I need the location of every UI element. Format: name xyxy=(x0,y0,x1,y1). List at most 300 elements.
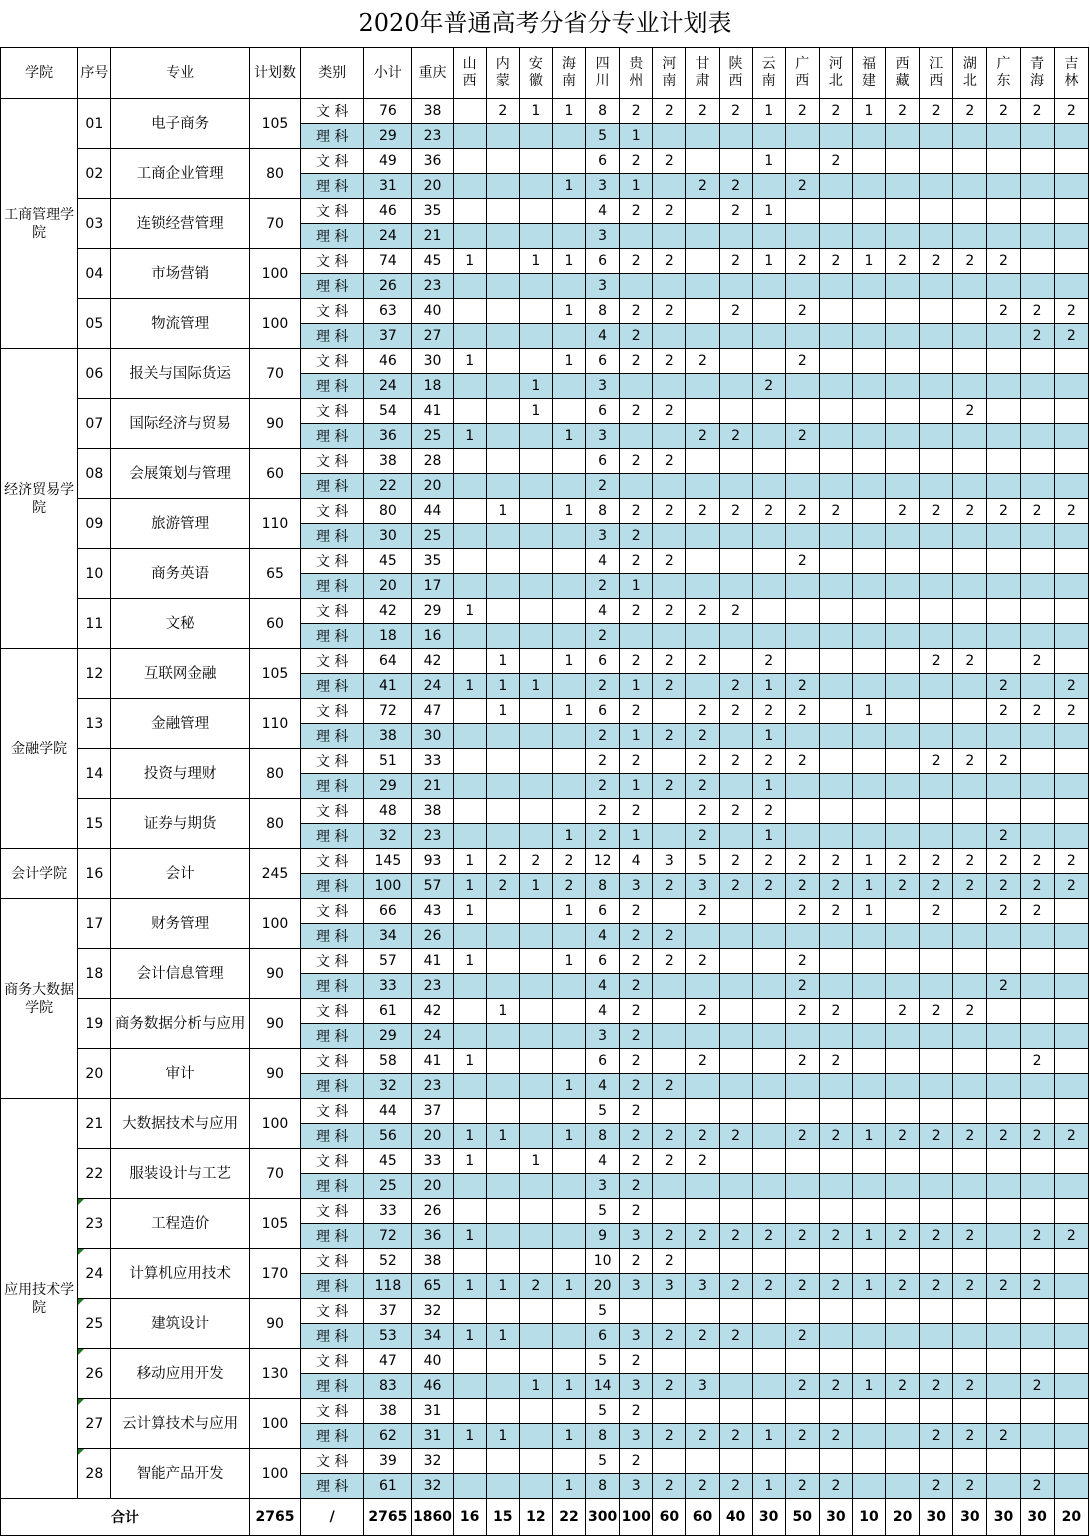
major-name: 证券与期货 xyxy=(111,799,250,849)
quota-cell xyxy=(987,1199,1020,1224)
quota-cell xyxy=(453,1474,486,1499)
quota-cell: 3 xyxy=(653,849,686,874)
quota-cell: 20 xyxy=(412,474,453,499)
quota-cell xyxy=(752,574,785,599)
quota-cell xyxy=(852,799,885,824)
quota-cell: 2 xyxy=(620,1049,653,1074)
quota-cell: 2 xyxy=(920,749,953,774)
quota-cell: 42 xyxy=(412,649,453,674)
quota-cell: 2 xyxy=(752,874,785,899)
quota-cell xyxy=(719,824,752,849)
quota-cell xyxy=(1054,1099,1088,1124)
quota-cell xyxy=(453,974,486,999)
quota-cell: 2 xyxy=(719,749,752,774)
quota-cell xyxy=(719,524,752,549)
quota-cell xyxy=(453,1349,486,1374)
quota-cell xyxy=(886,799,920,824)
quota-cell xyxy=(752,1049,785,1074)
quota-cell xyxy=(852,624,885,649)
quota-cell: 2 xyxy=(1020,324,1054,349)
quota-cell: 2 xyxy=(686,349,719,374)
table-row xyxy=(1,449,1089,474)
quota-cell xyxy=(453,399,486,424)
quota-cell xyxy=(653,374,686,399)
quota-cell xyxy=(719,399,752,424)
quota-cell: 1 xyxy=(852,874,885,899)
quota-cell xyxy=(886,149,920,174)
quota-cell: 3 xyxy=(620,1274,653,1299)
quota-cell: 5 xyxy=(586,1099,620,1124)
quota-cell xyxy=(453,299,486,324)
quota-cell: 2 xyxy=(1020,299,1054,324)
quota-cell: 2 xyxy=(653,1249,686,1274)
quota-cell: 2 xyxy=(953,1474,987,1499)
quota-cell xyxy=(953,1049,987,1074)
quota-cell: 2 xyxy=(620,1399,653,1424)
quota-cell xyxy=(987,149,1020,174)
quota-cell xyxy=(785,1199,819,1224)
quota-cell xyxy=(886,199,920,224)
quota-cell xyxy=(819,1399,852,1424)
quota-cell xyxy=(852,149,885,174)
quota-cell xyxy=(886,274,920,299)
quota-cell: 2 xyxy=(953,399,987,424)
quota-cell: 1 xyxy=(486,674,519,699)
quota-cell: 45 xyxy=(412,249,453,274)
quota-cell xyxy=(953,149,987,174)
quota-cell xyxy=(552,399,585,424)
quota-cell: 4 xyxy=(586,199,620,224)
quota-cell: 2 xyxy=(719,1324,752,1349)
quota-cell xyxy=(486,1249,519,1274)
quota-cell xyxy=(519,1424,552,1449)
quota-cell xyxy=(453,1249,486,1274)
quota-cell: 2 xyxy=(1020,849,1054,874)
quota-cell xyxy=(920,599,953,624)
quota-cell: 28 xyxy=(412,449,453,474)
quota-cell xyxy=(1020,249,1054,274)
quota-cell xyxy=(819,1024,852,1049)
quota-cell xyxy=(953,1449,987,1474)
quota-cell xyxy=(987,724,1020,749)
quota-cell xyxy=(953,1324,987,1349)
quota-cell xyxy=(486,1049,519,1074)
quota-cell: 2 xyxy=(653,1374,686,1399)
quota-cell xyxy=(987,1349,1020,1374)
quota-cell xyxy=(953,1099,987,1124)
quota-cell xyxy=(719,1299,752,1324)
quota-cell: 2 xyxy=(785,99,819,124)
subtotal-cell: 37 xyxy=(364,324,412,349)
quota-cell xyxy=(453,324,486,349)
quota-cell: 2 xyxy=(686,1124,719,1149)
total-value: 20 xyxy=(1054,1499,1088,1536)
quota-cell xyxy=(1020,574,1054,599)
quota-cell: 5 xyxy=(586,1199,620,1224)
quota-cell: 40 xyxy=(412,299,453,324)
quota-cell: 3 xyxy=(686,1374,719,1399)
quota-cell: 2 xyxy=(686,424,719,449)
category-arts: 文 科 xyxy=(301,599,364,624)
quota-cell xyxy=(719,374,752,399)
quota-cell: 2 xyxy=(886,874,920,899)
major-plan-count: 80 xyxy=(249,749,300,799)
quota-cell: 2 xyxy=(586,474,620,499)
total-value: 300 xyxy=(586,1499,620,1536)
quota-cell xyxy=(987,1049,1020,1074)
quota-cell xyxy=(519,424,552,449)
quota-cell: 2 xyxy=(886,1124,920,1149)
quota-cell: 2 xyxy=(987,1424,1020,1449)
quota-cell xyxy=(886,1074,920,1099)
quota-cell xyxy=(453,224,486,249)
subtotal-cell: 22 xyxy=(364,474,412,499)
quota-cell: 1 xyxy=(453,1224,486,1249)
quota-cell xyxy=(653,574,686,599)
quota-cell xyxy=(486,599,519,624)
subtotal-cell: 83 xyxy=(364,1374,412,1399)
category-science: 理 科 xyxy=(301,1074,364,1099)
quota-cell: 4 xyxy=(586,599,620,624)
quota-cell xyxy=(785,649,819,674)
quota-cell xyxy=(486,274,519,299)
quota-cell xyxy=(752,1249,785,1274)
quota-cell xyxy=(1020,674,1054,699)
quota-cell xyxy=(886,124,920,149)
subtotal-cell: 118 xyxy=(364,1274,412,1299)
quota-cell xyxy=(653,1399,686,1424)
quota-cell xyxy=(1054,174,1088,199)
quota-cell: 1 xyxy=(752,199,785,224)
quota-cell: 41 xyxy=(412,949,453,974)
quota-cell xyxy=(1054,1399,1088,1424)
quota-cell: 16 xyxy=(412,624,453,649)
quota-cell xyxy=(886,1199,920,1224)
quota-cell xyxy=(519,1249,552,1274)
quota-cell: 2 xyxy=(653,399,686,424)
quota-cell: 2 xyxy=(752,849,785,874)
quota-cell: 2 xyxy=(653,649,686,674)
quota-cell xyxy=(953,724,987,749)
quota-cell: 2 xyxy=(819,849,852,874)
quota-cell: 1 xyxy=(752,674,785,699)
quota-cell: 2 xyxy=(752,749,785,774)
quota-cell xyxy=(785,399,819,424)
quota-cell xyxy=(852,649,885,674)
quota-cell: 2 xyxy=(953,1374,987,1399)
quota-cell xyxy=(852,1474,885,1499)
quota-cell xyxy=(686,1449,719,1474)
quota-cell xyxy=(686,249,719,274)
quota-cell xyxy=(920,524,953,549)
quota-cell xyxy=(819,1074,852,1099)
quota-cell: 12 xyxy=(586,849,620,874)
major-seq: 21 xyxy=(78,1099,111,1149)
quota-cell xyxy=(886,599,920,624)
quota-cell: 8 xyxy=(586,1124,620,1149)
quota-cell xyxy=(686,1199,719,1224)
quota-cell: 2 xyxy=(785,249,819,274)
quota-cell xyxy=(752,324,785,349)
quota-cell xyxy=(953,1199,987,1224)
quota-cell xyxy=(552,324,585,349)
quota-cell xyxy=(1054,624,1088,649)
quota-cell xyxy=(886,449,920,474)
quota-cell xyxy=(453,374,486,399)
quota-cell xyxy=(519,199,552,224)
quota-cell xyxy=(552,199,585,224)
quota-cell: 2 xyxy=(785,1324,819,1349)
quota-cell: 35 xyxy=(412,549,453,574)
quota-cell xyxy=(1020,224,1054,249)
quota-cell: 1 xyxy=(453,1274,486,1299)
quota-cell xyxy=(1020,199,1054,224)
quota-cell: 8 xyxy=(586,1424,620,1449)
quota-cell xyxy=(686,374,719,399)
quota-cell xyxy=(886,374,920,399)
quota-cell xyxy=(453,124,486,149)
total-category: / xyxy=(301,1499,364,1536)
quota-cell xyxy=(486,1474,519,1499)
quota-cell: 4 xyxy=(586,1149,620,1174)
quota-cell xyxy=(886,624,920,649)
quota-cell: 4 xyxy=(620,849,653,874)
quota-cell: 2 xyxy=(620,99,653,124)
category-science: 理 科 xyxy=(301,874,364,899)
quota-cell: 3 xyxy=(586,524,620,549)
quota-cell xyxy=(719,1149,752,1174)
quota-cell: 3 xyxy=(586,174,620,199)
quota-cell xyxy=(953,1299,987,1324)
quota-cell xyxy=(1020,774,1054,799)
quota-cell xyxy=(987,1249,1020,1274)
quota-cell: 2 xyxy=(620,1199,653,1224)
quota-cell xyxy=(752,1324,785,1349)
total-value: 30 xyxy=(953,1499,987,1536)
table-row xyxy=(1,949,1089,974)
quota-cell: 2 xyxy=(785,674,819,699)
quota-cell xyxy=(519,574,552,599)
total-value: 30 xyxy=(987,1499,1020,1536)
quota-cell: 31 xyxy=(412,1424,453,1449)
quota-cell: 2 xyxy=(653,1074,686,1099)
quota-cell xyxy=(852,1349,885,1374)
quota-cell xyxy=(785,1174,819,1199)
quota-cell xyxy=(752,624,785,649)
quota-cell xyxy=(1020,1449,1054,1474)
quota-cell xyxy=(852,974,885,999)
quota-cell: 2 xyxy=(1020,1124,1054,1149)
quota-cell: 1 xyxy=(852,1224,885,1249)
quota-cell xyxy=(987,424,1020,449)
quota-cell: 93 xyxy=(412,849,453,874)
quota-cell: 8 xyxy=(586,1474,620,1499)
quota-cell xyxy=(453,774,486,799)
quota-cell xyxy=(1020,1249,1054,1274)
quota-cell xyxy=(1054,449,1088,474)
quota-cell xyxy=(552,1449,585,1474)
quota-cell: 6 xyxy=(586,1049,620,1074)
quota-cell xyxy=(953,449,987,474)
quota-cell xyxy=(552,749,585,774)
quota-cell xyxy=(852,1174,885,1199)
quota-cell xyxy=(519,274,552,299)
quota-cell: 2 xyxy=(987,674,1020,699)
table-row xyxy=(1,499,1089,524)
quota-cell xyxy=(785,574,819,599)
quota-cell xyxy=(752,1099,785,1124)
quota-cell: 2 xyxy=(785,949,819,974)
quota-cell: 30 xyxy=(412,349,453,374)
quota-cell xyxy=(1054,374,1088,399)
category-arts: 文 科 xyxy=(301,1449,364,1474)
quota-cell: 29 xyxy=(412,599,453,624)
quota-cell xyxy=(819,1324,852,1349)
quota-cell: 2 xyxy=(620,1449,653,1474)
major-seq: 27 xyxy=(78,1399,111,1449)
quota-cell xyxy=(785,924,819,949)
quota-cell xyxy=(519,1349,552,1374)
quota-cell xyxy=(653,999,686,1024)
quota-cell xyxy=(852,1074,885,1099)
category-arts: 文 科 xyxy=(301,1149,364,1174)
quota-cell: 2 xyxy=(987,99,1020,124)
quota-cell xyxy=(987,524,1020,549)
quota-cell xyxy=(752,349,785,374)
quota-cell xyxy=(486,724,519,749)
quota-cell xyxy=(785,474,819,499)
category-arts: 文 科 xyxy=(301,799,364,824)
quota-cell xyxy=(819,949,852,974)
quota-cell xyxy=(486,949,519,974)
table-row xyxy=(1,699,1089,724)
quota-cell xyxy=(653,624,686,649)
quota-cell: 2 xyxy=(752,699,785,724)
quota-cell xyxy=(752,1124,785,1149)
quota-cell xyxy=(852,449,885,474)
category-science: 理 科 xyxy=(301,224,364,249)
quota-cell: 1 xyxy=(519,674,552,699)
table-row xyxy=(1,599,1089,624)
quota-cell xyxy=(620,624,653,649)
quota-cell xyxy=(653,474,686,499)
quota-cell: 2 xyxy=(1020,1049,1054,1074)
quota-cell: 3 xyxy=(586,374,620,399)
quota-cell: 2 xyxy=(1054,699,1088,724)
quota-cell: 2 xyxy=(953,1124,987,1149)
subtotal-cell: 49 xyxy=(364,149,412,174)
major-seq: 08 xyxy=(78,449,111,499)
quota-cell xyxy=(953,1024,987,1049)
quota-cell: 2 xyxy=(586,774,620,799)
quota-cell: 6 xyxy=(586,1324,620,1349)
major-seq: 01 xyxy=(78,99,111,149)
quota-cell xyxy=(1020,624,1054,649)
quota-cell: 2 xyxy=(620,399,653,424)
quota-cell xyxy=(1020,1099,1054,1124)
major-plan-count: 100 xyxy=(249,299,300,349)
category-science: 理 科 xyxy=(301,1224,364,1249)
quota-cell: 5 xyxy=(586,1299,620,1324)
category-arts: 文 科 xyxy=(301,299,364,324)
quota-cell: 2 xyxy=(785,1124,819,1149)
quota-cell xyxy=(819,324,852,349)
quota-cell xyxy=(486,1399,519,1424)
quota-cell xyxy=(519,1299,552,1324)
quota-cell xyxy=(486,124,519,149)
quota-cell: 46 xyxy=(412,1374,453,1399)
subtotal-cell: 72 xyxy=(364,1224,412,1249)
total-value: 60 xyxy=(686,1499,719,1536)
quota-cell xyxy=(920,774,953,799)
quota-cell: 2 xyxy=(719,699,752,724)
quota-cell: 2 xyxy=(620,249,653,274)
subtotal-cell: 32 xyxy=(364,824,412,849)
quota-cell: 2 xyxy=(987,824,1020,849)
quota-cell xyxy=(519,324,552,349)
quota-cell xyxy=(653,1299,686,1324)
quota-cell: 2 xyxy=(785,1474,819,1499)
quota-cell xyxy=(819,924,852,949)
quota-cell xyxy=(519,724,552,749)
total-value: 2765 xyxy=(364,1499,412,1536)
quota-cell: 2 xyxy=(653,774,686,799)
quota-cell xyxy=(920,1199,953,1224)
quota-cell: 2 xyxy=(653,99,686,124)
category-science: 理 科 xyxy=(301,724,364,749)
quota-cell: 2 xyxy=(620,1074,653,1099)
quota-cell xyxy=(819,174,852,199)
quota-cell: 8 xyxy=(586,99,620,124)
quota-cell xyxy=(453,799,486,824)
quota-cell xyxy=(719,224,752,249)
quota-cell: 1 xyxy=(453,899,486,924)
major-seq: 12 xyxy=(78,649,111,699)
quota-cell: 1 xyxy=(852,1124,885,1149)
quota-cell xyxy=(953,1249,987,1274)
quota-cell xyxy=(819,524,852,549)
quota-cell xyxy=(552,149,585,174)
quota-cell xyxy=(719,1399,752,1424)
quota-cell xyxy=(819,1174,852,1199)
quota-cell: 1 xyxy=(552,1374,585,1399)
quota-cell xyxy=(819,1099,852,1124)
header-province: 海南 xyxy=(552,48,585,99)
quota-cell: 31 xyxy=(412,1399,453,1424)
major-seq: 14 xyxy=(78,749,111,799)
quota-cell xyxy=(686,199,719,224)
quota-cell: 6 xyxy=(586,949,620,974)
quota-cell: 65 xyxy=(412,1274,453,1299)
quota-cell xyxy=(453,749,486,774)
major-seq: 25 xyxy=(78,1299,111,1349)
quota-cell xyxy=(719,724,752,749)
subtotal-cell: 41 xyxy=(364,674,412,699)
quota-cell xyxy=(886,1324,920,1349)
quota-cell: 2 xyxy=(653,349,686,374)
quota-cell: 1 xyxy=(519,399,552,424)
quota-cell: 2 xyxy=(1020,499,1054,524)
subtotal-cell: 38 xyxy=(364,1399,412,1424)
quota-cell: 1 xyxy=(552,1274,585,1299)
major-seq: 22 xyxy=(78,1149,111,1199)
quota-cell: 1 xyxy=(453,1124,486,1149)
quota-cell: 10 xyxy=(586,1249,620,1274)
quota-cell xyxy=(852,549,885,574)
quota-cell xyxy=(819,1249,852,1274)
quota-cell xyxy=(785,449,819,474)
quota-cell xyxy=(987,124,1020,149)
